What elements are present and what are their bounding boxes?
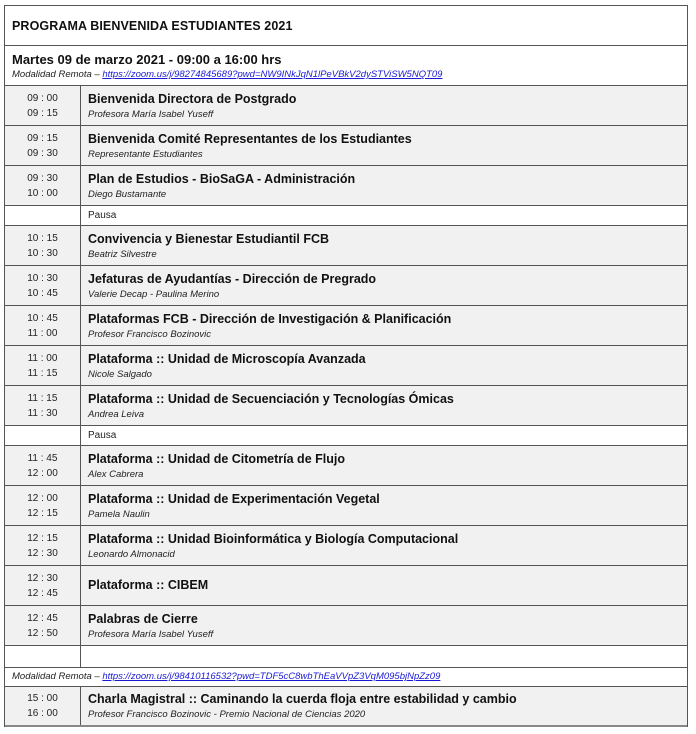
time-cell <box>5 226 81 265</box>
session-title: Bienvenida Comité Representantes de los Estudiantes <box>88 131 412 146</box>
empty-row <box>5 646 687 668</box>
time-cell <box>5 606 81 645</box>
session-row <box>5 346 687 386</box>
session-content <box>81 606 687 645</box>
session-title: Plataforma :: Unidad de Experimentación Vegetal <box>88 491 380 506</box>
zoom-link-2[interactable]: https://zoom.us/j/98410116532?pwd=TDF5cC8wbThEaVVpZ3VqM095bjNpZz09 <box>102 671 441 682</box>
schedule-table <box>5 86 687 727</box>
session-content <box>81 486 687 525</box>
session-title: Convivencia y Bienestar Estudiantil FCB <box>88 231 330 246</box>
session-title: Plataforma :: Unidad de Secuenciación y Tecnologías Ómicas <box>88 391 454 406</box>
time-cell <box>5 266 81 305</box>
pause-label: Pausa <box>88 210 117 221</box>
session-content <box>81 346 687 385</box>
session-speaker: Profesor Francisco Bozinovic <box>88 328 212 340</box>
end-time: 11 : 00 <box>27 327 58 339</box>
remote-modality-2 <box>5 668 687 687</box>
title-row <box>5 6 687 46</box>
start-time: 12 : 45 <box>27 612 58 624</box>
session-title: Plataforma :: Unidad de Citometría de Flujo <box>88 451 345 466</box>
session-speaker: Representante Estudiantes <box>88 148 203 160</box>
session-row <box>5 446 687 486</box>
remote-label: Modalidad Remota – <box>12 671 103 682</box>
remote-modality-1 <box>12 68 687 82</box>
session-title: Plataforma :: Unidad Bioinformática y Biología Computacional <box>88 531 459 546</box>
time-cell <box>5 486 81 525</box>
time-cell <box>5 646 81 667</box>
end-time: 10 : 00 <box>27 187 58 199</box>
pause-label: Pausa <box>88 430 117 441</box>
start-time: 11 : 00 <box>27 352 58 364</box>
session-speaker: Nicole Salgado <box>88 368 152 380</box>
day-heading: Martes 09 de marzo 2021 - 09:00 a 16:00 hrs <box>12 52 282 67</box>
session-speaker: Profesora María Isabel Yuseff <box>88 628 214 640</box>
session-content <box>81 566 687 605</box>
empty-content <box>81 646 687 667</box>
time-cell <box>5 386 81 425</box>
end-time: 12 : 15 <box>27 507 58 519</box>
end-time: 16 : 00 <box>27 708 58 719</box>
session-title: Plataforma :: Unidad de Microscopía Avanzada <box>88 351 366 366</box>
session-row <box>5 486 687 526</box>
session-title: Plataformas FCB - Dirección de Investigación & Planificación <box>88 311 452 326</box>
session-title: Jefaturas de Ayudantías - Dirección de Pregrado <box>88 271 377 286</box>
session-speaker: Beatriz Silvestre <box>88 248 157 260</box>
time-cell <box>5 566 81 605</box>
end-time: 12 : 00 <box>27 467 58 479</box>
start-time: 10 : 45 <box>27 312 58 324</box>
time-cell <box>5 526 81 565</box>
session-content <box>81 446 687 485</box>
session-speaker: Profesor Francisco Bozinovic - Premio Nacional de Ciencias 2020 <box>88 709 366 720</box>
session-speaker: Profesora María Isabel Yuseff <box>88 108 214 120</box>
end-time: 12 : 30 <box>27 547 58 559</box>
program-document <box>4 5 688 727</box>
remote-label: Modalidad Remota – <box>12 69 103 80</box>
session-speaker: Alex Cabrera <box>88 468 144 480</box>
session-row <box>5 166 687 206</box>
end-time: 12 : 45 <box>27 587 58 599</box>
end-time: 09 : 30 <box>27 147 58 159</box>
session-row <box>5 386 687 426</box>
start-time: 10 : 15 <box>27 232 58 244</box>
time-cell <box>5 166 81 205</box>
time-cell <box>5 306 81 345</box>
start-time: 11 : 45 <box>27 452 58 464</box>
session-content <box>81 86 687 125</box>
time-cell <box>5 346 81 385</box>
start-time: 09 : 15 <box>27 132 58 144</box>
session-row <box>5 526 687 566</box>
time-cell <box>5 426 81 445</box>
end-time: 11 : 30 <box>27 407 58 419</box>
session-speaker: Andrea Leiva <box>88 408 144 420</box>
start-time: 12 : 30 <box>27 572 58 584</box>
session-content <box>81 126 687 165</box>
time-cell <box>5 86 81 125</box>
session-row <box>5 226 687 266</box>
session-row <box>5 687 687 727</box>
session-speaker: Pamela Naulin <box>88 508 150 520</box>
end-time: 12 : 50 <box>27 627 58 639</box>
session-content <box>81 166 687 205</box>
start-time: 15 : 00 <box>27 693 58 704</box>
session-speaker: Diego Bustamante <box>88 188 167 200</box>
session-row <box>5 126 687 166</box>
start-time: 09 : 30 <box>27 172 58 184</box>
time-cell <box>5 126 81 165</box>
session-row <box>5 606 687 646</box>
pause-row <box>5 206 687 226</box>
pause-content <box>81 206 687 225</box>
session-row <box>5 266 687 306</box>
session-row <box>5 566 687 606</box>
session-title: Bienvenida Directora de Postgrado <box>88 91 297 106</box>
session-title: Palabras de Cierre <box>88 611 198 626</box>
start-time: 11 : 15 <box>27 392 58 404</box>
end-time: 10 : 45 <box>27 287 58 299</box>
program-title: PROGRAMA BIENVENIDA ESTUDIANTES 2021 <box>12 18 293 33</box>
session-content <box>81 226 687 265</box>
start-time: 12 : 15 <box>27 532 58 544</box>
session-row <box>5 86 687 126</box>
end-time: 11 : 15 <box>27 367 58 379</box>
session-title: Charla Magistral :: Caminando la cuerda floja entre estabilidad y cambio <box>88 692 517 706</box>
day-header <box>5 46 687 86</box>
session-content <box>81 526 687 565</box>
end-time: 10 : 30 <box>27 247 58 259</box>
end-time: 09 : 15 <box>27 107 58 119</box>
time-cell <box>5 446 81 485</box>
pause-row <box>5 426 687 446</box>
session-row <box>5 306 687 346</box>
session-content <box>81 386 687 425</box>
time-cell <box>5 687 81 725</box>
pause-content <box>81 426 687 445</box>
session-title: Plataforma :: CIBEM <box>88 578 209 592</box>
start-time: 09 : 00 <box>27 92 58 104</box>
zoom-link-1[interactable]: https://zoom.us/j/98274845689?pwd=NW9INkJqN1lPeVBkV2dySTViSW5NQT09 <box>102 69 443 80</box>
start-time: 12 : 00 <box>27 492 58 504</box>
time-cell <box>5 206 81 225</box>
session-content <box>81 306 687 345</box>
session-title: Plan de Estudios - BioSaGA - Administración <box>88 171 356 186</box>
session-speaker: Valerie Decap - Paulina Merino <box>88 288 220 300</box>
start-time: 10 : 30 <box>27 272 58 284</box>
session-content <box>81 687 687 725</box>
session-speaker: Leonardo Almonacid <box>88 548 175 560</box>
session-content <box>81 266 687 305</box>
